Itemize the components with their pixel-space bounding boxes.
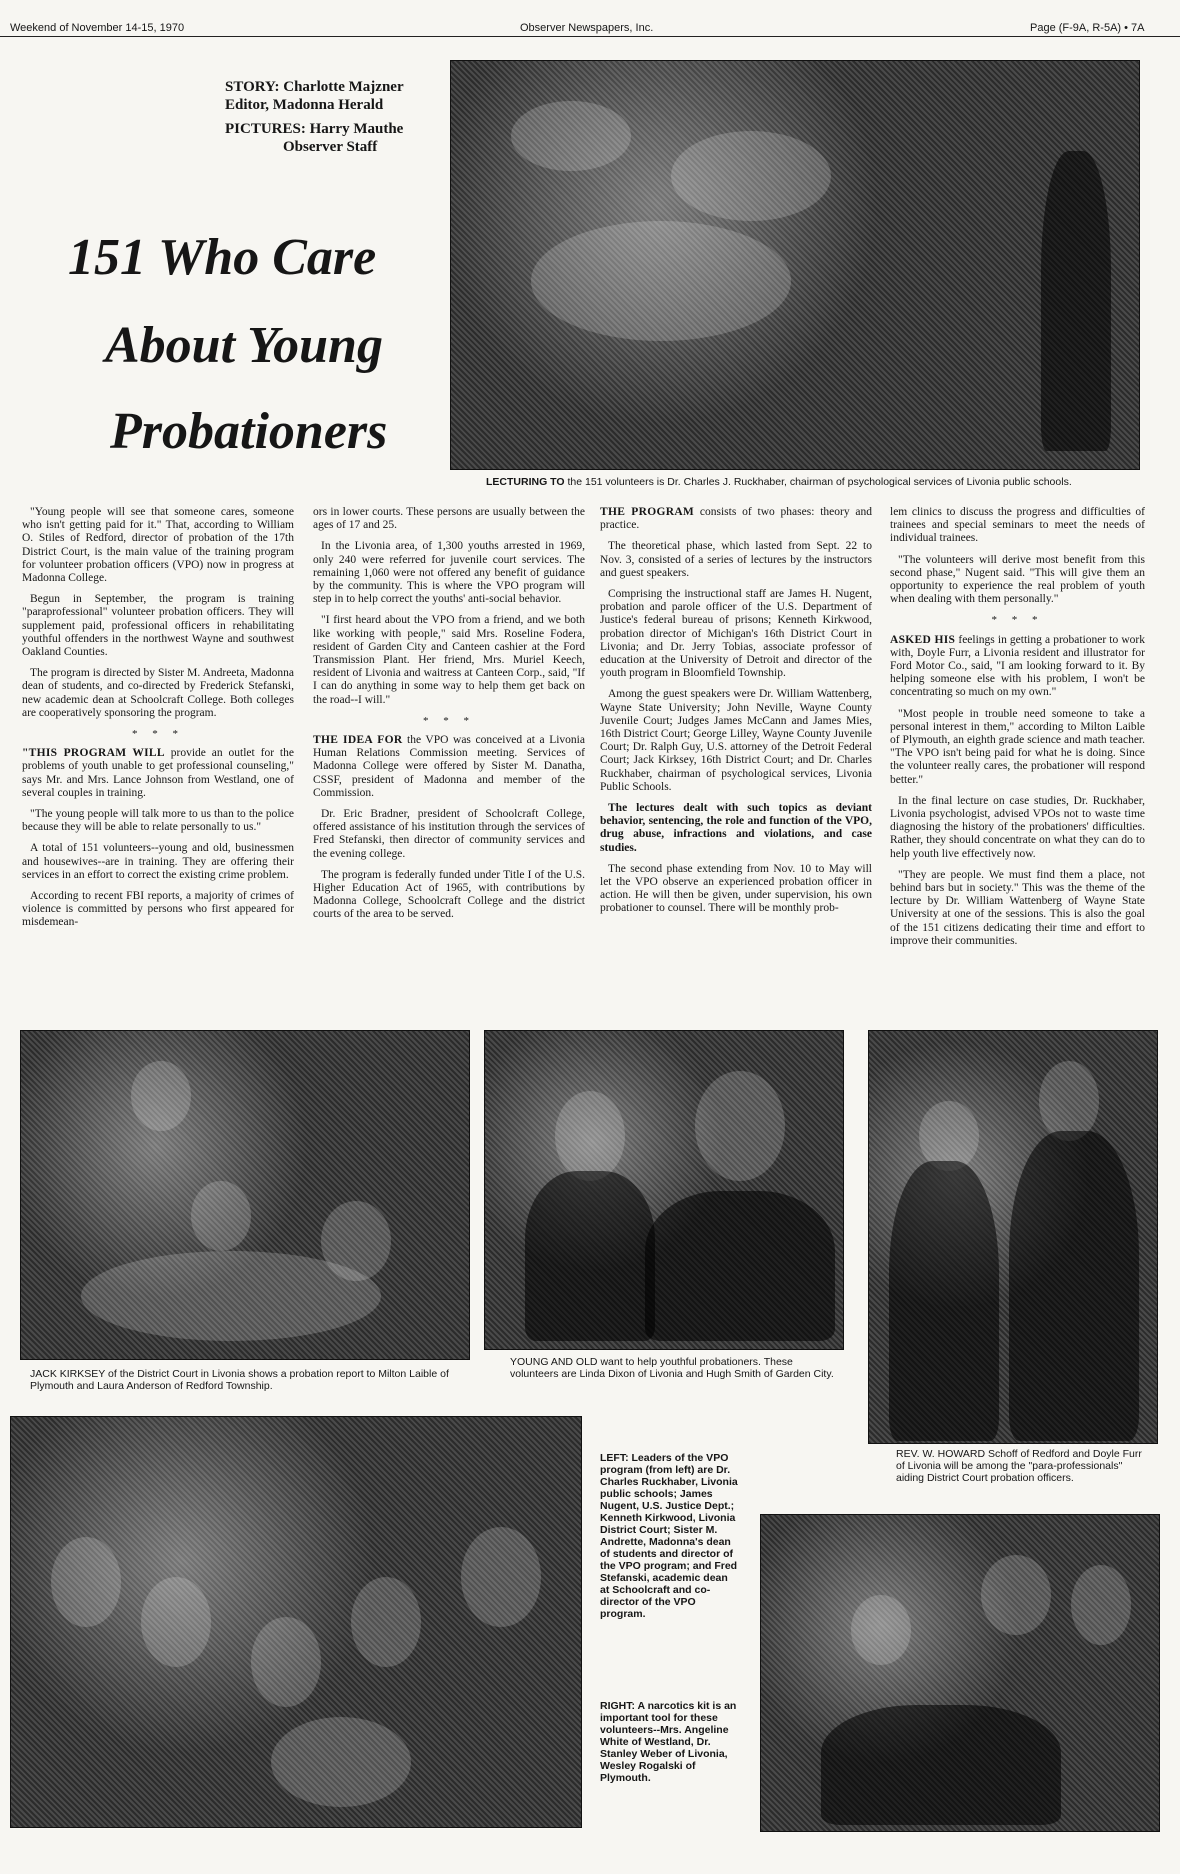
- paragraph: Comprising the instructional staff are James H. Nugent, probation and parole officer of the U.S. Department of Justice's federal bureau of prisons; Kenneth Kirkwood, probation director of Michigan's 16th District Court in Livonia; and Dr. Jerry Tobias, associate professor of education at the University of Detroit and director of the youth program in Bloomfield Township.: [600, 588, 872, 680]
- page-number: Page (F-9A, R-5A) • 7A: [1030, 22, 1145, 34]
- lecture-caption: [486, 476, 1072, 488]
- paragraph: According to recent FBI reports, a majority of crimes of violence is committed by persons who first appeared for misdemean-: [22, 890, 294, 929]
- leaders-photo: [10, 1416, 582, 1828]
- paragraph: "The young people will talk more to us than to the police because they will be able to relate personally to us.": [22, 808, 294, 834]
- paragraph: "The volunteers will derive most benefit from this second phase," Nugent said. "This will give them an opportunity to experience the real problem of youth when dealing with them personally.": [890, 553, 1145, 606]
- column-2: [313, 506, 585, 930]
- paragraph: [313, 734, 585, 800]
- kirksey-photo: [20, 1030, 470, 1360]
- pictures-name: Harry Mauthe: [309, 121, 404, 137]
- young-old-caption-lead: YOUNG AND OLD: [510, 1356, 598, 1368]
- kirksey-caption-lead: JACK KIRKSEY: [30, 1368, 106, 1380]
- paragraph: [890, 634, 1145, 700]
- paragraph: Dr. Eric Bradner, president of Schoolcraft College, offered assistance of his institution through the services of Fred Stefanski, then director of community services and the evening college.: [313, 808, 585, 860]
- column-4: [890, 506, 1145, 956]
- narcotics-caption: [600, 1700, 740, 1784]
- paragraph-text: consists of two phases: theory and practice.: [600, 506, 872, 532]
- date-line: Weekend of November 14-15, 1970: [10, 22, 185, 34]
- paragraph: ors in lower courts. These persons are usually between the ages of 17 and 25.: [313, 506, 585, 532]
- headline-line-3: Probationers: [110, 403, 388, 460]
- paragraph-text: feelings in getting a probationer to work with, Doyle Furr, a Livonia resident and illustrator for Ford Motor Co., said, "I am looking forward to it. By helping someone else with his problem, I won't be concentrating so much on my own.": [890, 633, 1145, 699]
- story-label: STORY:: [225, 79, 280, 95]
- paragraph: In the final lecture on case studies, Dr. Ruckhaber, Livonia psychologist, advised VPOs not to waste time diagnosing the history of the probationers' difficulties. Rather, they should concentrate on what they can do to help youth live effectively now.: [890, 794, 1145, 860]
- paragraph-lead: THE PROGRAM: [600, 506, 695, 518]
- byline: [225, 78, 404, 156]
- kirksey-caption-text: of the District Court in Livonia shows a probation report to Milton Laible of Plymouth and Laura Anderson of Redford Township.: [30, 1368, 449, 1392]
- paragraph: A total of 151 volunteers--young and old, businessmen and housewives--are in training. They are offering their services in an effort to correct the existing crime problem.: [22, 842, 294, 881]
- paragraph-lead: "THIS PROGRAM WILL: [22, 747, 165, 760]
- paragraph: The theoretical phase, which lasted from Sept. 22 to Nov. 3, consisted of a series of lectures by the instructors and guest speakers.: [600, 540, 872, 579]
- publisher-line: Observer Newspapers, Inc.: [520, 22, 654, 34]
- headline-line-2: About Young: [105, 317, 383, 374]
- paragraph: The program is directed by Sister M. Andreeta, Madonna dean of students, and co-directed by Frederick Stefanski, new academic dean at Schoolcraft College. Both colleges are cooperatively sponsoring the program.: [22, 667, 294, 719]
- leaders-caption-text: Leaders of the VPO program (from left) are Dr. Charles Ruckhaber, Livonia public schools; James Nugent, U.S. Justice Dept.; Kenneth Kirkwood, Livonia District Court; Sister M. Andrette, Madonna's dean of students and director of the VPO program; and Fred Stefanski, academic dean at Schoolcraft and co-director of the VPO program.: [600, 1452, 738, 1620]
- pictures-role: Observer Staff: [283, 139, 378, 155]
- young-old-caption: [510, 1356, 840, 1380]
- paragraph: The program is federally funded under Title I of the U.S. Higher Education Act of 1965, with contributions by Madonna College, Schoolcraft College and the district courts of the area to be served.: [313, 868, 585, 921]
- leaders-caption-lead: LEFT:: [600, 1452, 629, 1464]
- column-1: [22, 506, 294, 938]
- lecture-caption-text: the 151 volunteers is Dr. Charles J. Ruckhaber, chairman of psychological services of Livonia public schools.: [567, 476, 1072, 488]
- paragraph-lead: ASKED HIS: [890, 633, 956, 646]
- section-break: * * *: [423, 714, 475, 727]
- paragraph-text: the VPO was conceived at a Livonia Human Relations Commission meeting. Services of Madonna College were offered by Sister M. Danatha, CSSF, president of Madonna and member of the Commission.: [313, 734, 585, 799]
- paragraph: "Most people in trouble need someone to take a personal interest in them," according to Milton Laible of Plymouth, an eighth grade science and math teacher. "The VPO isn't being paid for what he is doing. Since the volunteer really cares, the probationer will respond better.": [890, 707, 1145, 786]
- paragraph: In the Livonia area, of 1,300 youths arrested in 1969, only 240 were referred for juvenile court services. The remaining 1,060 were not offered any benefit of guidance by the community. This is where the VPO program will step in to help correct the youths' anti-social behavior.: [313, 540, 585, 606]
- leaders-caption: [600, 1452, 740, 1620]
- story-name: Charlotte Majzner: [283, 79, 404, 95]
- paragraph: The lectures dealt with such topics as deviant behavior, sentencing, the role and function of the VPO, drug abuse, infractions and violations, and case studies.: [600, 802, 872, 854]
- paragraph: "Young people will see that someone cares, someone who isn't getting paid for it." That, according to William O. Stiles of Redford, director of probation of the 17th District Court, is the main value of the training program for volunteer probation officers (VPO) now in progress at Madonna College.: [22, 506, 294, 585]
- paragraph: Among the guest speakers were Dr. William Wattenberg, Wayne State University; John Neville, Wayne County Juvenile Court; Judges James McCann and James Mies, 16th District Court; George Lilley, Wayne County Juvenile Court; Dr. Ralph Guy, U.S. attorney of the Detroit Federal Court; Jack Kirksey, 16th District Court; and Dr. Charles Ruckhaber, chairman of psychological services, Livonia Public Schools.: [600, 688, 872, 793]
- paragraph: lem clinics to discuss the progress and difficulties of trainees and special seminars to meet the needs of individual trainees.: [890, 506, 1145, 545]
- howard-caption-text: Schoff of Redford and Doyle Furr of Livonia will be among the "para-professionals" aiding District Court probation officers.: [896, 1448, 1142, 1484]
- paragraph: [22, 747, 294, 800]
- lecture-photo: [450, 60, 1140, 470]
- headline-line-1: 151 Who Care: [68, 229, 377, 286]
- header-rule: [0, 36, 1180, 37]
- narcotics-caption-text: A narcotics kit is an important tool for these volunteers--Mrs. Angeline White of Westland, Dr. Stanley Weber of Livonia, Wesley Rogalski of Plymouth.: [600, 1700, 737, 1784]
- paragraph: [600, 506, 872, 532]
- narcotics-caption-lead: RIGHT:: [600, 1700, 635, 1712]
- kirksey-caption: [30, 1368, 450, 1392]
- paragraph-text: provide an outlet for the problems of youth unable to get professional counseling," says Mr. and Mrs. Lance Johnson from Westland, one of several couples in training.: [22, 747, 294, 799]
- narcotics-kit-photo: [760, 1514, 1160, 1832]
- story-role: Editor, Madonna Herald: [225, 97, 384, 113]
- howard-photo: [868, 1030, 1158, 1444]
- lecture-caption-lead: LECTURING TO: [486, 476, 565, 488]
- section-break: * * *: [991, 614, 1044, 627]
- young-old-caption-text: want to help youthful probationers. These volunteers are Linda Dixon of Livonia and Hugh Smith of Garden City.: [510, 1356, 834, 1380]
- howard-caption: [896, 1448, 1146, 1484]
- paragraph-lead: THE IDEA FOR: [313, 734, 403, 747]
- paragraph: "They are people. We must find them a place, not behind bars but in society." This was the theme of the lecture by Dr. William Wattenberg of Wayne State University at one of the sessions. This is also the goal of the 151 citizens dedicating their time and effort to improve their communities.: [890, 868, 1145, 947]
- section-break: * * *: [132, 728, 184, 741]
- column-3: [600, 506, 872, 924]
- howard-caption-lead: REV. W. HOWARD: [896, 1448, 986, 1460]
- paragraph: "I first heard about the VPO from a friend, and we both like working with people," said Mrs. Roseline Fodera, resident of Garden City and Canteen cashier at the Ford Transmission Plant. Her friend, Mrs. Muriel Keech, resident of Livonia and waitress at Canteen Corp., said, "If I can do anything in some way to help them get back on the road--I will.": [313, 614, 585, 706]
- paragraph: The second phase extending from Nov. 10 to May will let the VPO observe an experienced probation officer in action. He will then be given, under supervision, his own probationer to counsel. There will be monthly prob-: [600, 862, 872, 915]
- pictures-label: PICTURES:: [225, 121, 306, 137]
- paragraph: Begun in September, the program is training "paraprofessional" volunteer probation officers. They will supplement paid, professional officers in rehabilitating youthful offenders in the northwest Wayne and southwest Oakland Counties.: [22, 593, 294, 659]
- young-old-photo: [484, 1030, 844, 1350]
